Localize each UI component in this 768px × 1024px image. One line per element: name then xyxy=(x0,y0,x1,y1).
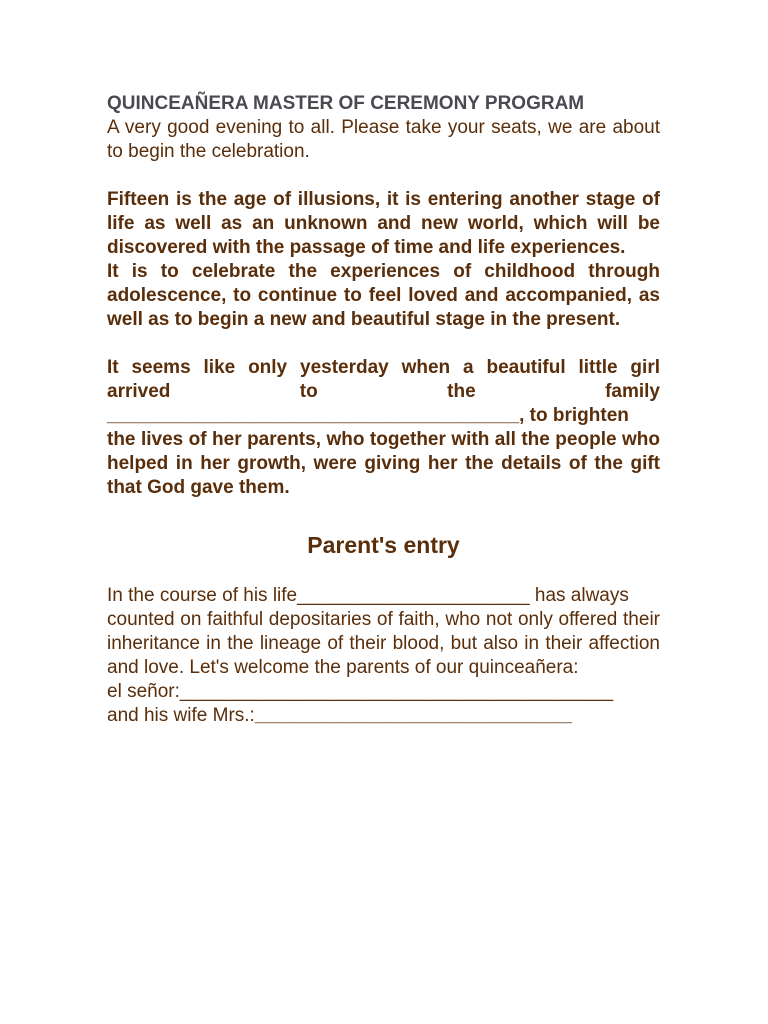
wife-label: and his wife Mrs.: xyxy=(107,705,255,726)
course-first-line xyxy=(107,584,660,608)
course-blank[interactable]: ______________________ xyxy=(297,585,530,606)
course-suffix: has always xyxy=(529,585,629,606)
family-blank-line xyxy=(107,404,660,428)
spacer xyxy=(107,332,660,356)
yesterday-paragraph-start: It seems like only yesterday when a beautiful little girl arrived to the family xyxy=(107,357,660,402)
wife-line xyxy=(107,704,660,728)
senor-label: el señor: xyxy=(107,681,180,702)
fifteen-paragraph: Fifteen is the age of illusions, it is entering another stage of life as well as an unknown and new world, which will be discovered with the passage of time and life experiences. xyxy=(107,189,660,258)
senor-blank[interactable]: _________________________________________ xyxy=(179,681,614,702)
family-blank[interactable]: _______________________________________ xyxy=(107,405,520,426)
course-prefix: In the course of his life xyxy=(107,585,298,606)
document-page xyxy=(107,92,660,728)
wife-blank[interactable]: ______________________________ xyxy=(254,705,572,726)
welcome-paragraph: A very good evening to all. Please take your seats, we are about to begin the celebration. xyxy=(107,117,660,162)
spacer xyxy=(107,500,660,530)
celebrate-paragraph: It is to celebrate the experiences of childhood through adolescence, to continue to feel loved and accompanied, as well as to begin a new and beautiful stage in the present. xyxy=(107,261,660,330)
family-blank-suffix: , to brighten xyxy=(519,405,629,426)
course-paragraph-rest: counted on faithful depositaries of faith, who not only offered their inheritance in the lineage of their blood, but also in their affection and love. Let's welcome the parents of our quinceañera: xyxy=(107,609,660,678)
yesterday-paragraph-rest: the lives of her parents, who together with all the people who helped in her growth, were giving her the details of the gift that God gave them. xyxy=(107,429,660,498)
document-title: QUINCEAÑERA MASTER OF CEREMONY PROGRAM xyxy=(107,93,585,114)
senor-line xyxy=(107,680,660,704)
section-heading-parents-entry: Parent's entry xyxy=(307,532,460,558)
spacer xyxy=(107,560,660,584)
spacer xyxy=(107,164,660,188)
